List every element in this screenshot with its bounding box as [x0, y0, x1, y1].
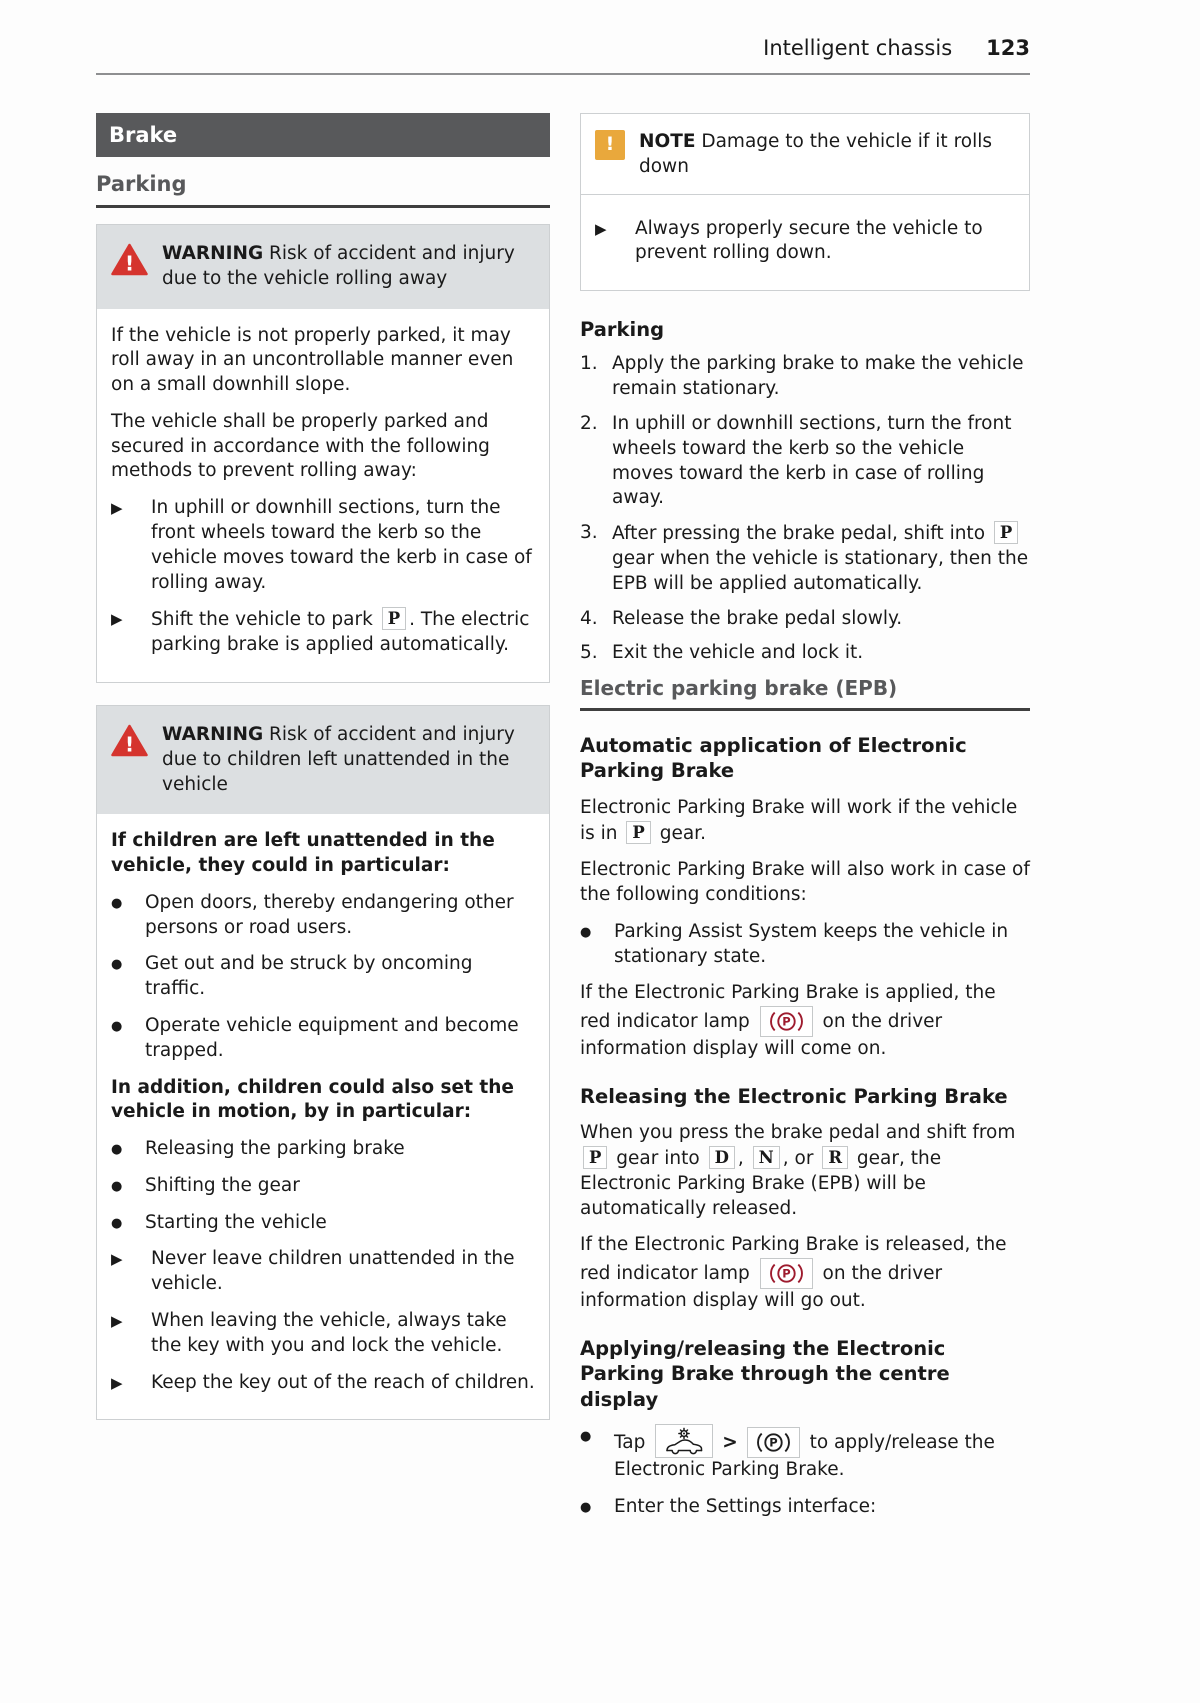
- warning-triangle-icon: [111, 724, 148, 757]
- warning-header: [97, 706, 549, 814]
- list-item: [580, 1424, 1030, 1483]
- warning-triangle-icon: [111, 243, 148, 276]
- svg-text:P: P: [781, 1014, 791, 1029]
- chapter-title-bar: Brake: [96, 113, 550, 157]
- section-title-parking: Parking: [96, 172, 550, 208]
- left-column: [96, 113, 550, 1532]
- arrow-bullet-icon: ▶: [595, 219, 607, 238]
- text-segment: gear, the Electronic Parking Brake (EPB) will be automatically released.: [580, 1148, 942, 1219]
- step-number: 1.: [580, 353, 598, 375]
- epb-indicator-lamp-icon: [760, 1258, 813, 1289]
- list-item-text: Get out and be struck by oncoming traffic.: [145, 953, 473, 1000]
- text-segment: gear into: [610, 1148, 706, 1170]
- step-text: Release the brake pedal slowly.: [612, 607, 903, 629]
- list-item-text: Shifting the gear: [145, 1174, 300, 1196]
- text-segment: After pressing the brake pedal, shift into: [612, 523, 991, 545]
- list-item: [111, 952, 535, 1002]
- dot-bullet-icon: ●: [111, 957, 123, 973]
- step-text: In uphill or downhill sections, turn the front wheels toward the kerb so the vehicle moves toward the kerb in case of rolling away.: [612, 413, 1012, 509]
- numbered-step: [580, 352, 1030, 402]
- dot-bullet-icon: ●: [111, 1142, 123, 1158]
- note-label: NOTE: [639, 131, 696, 152]
- note-header: [581, 114, 1029, 195]
- warning-triangle-icon: [111, 724, 148, 797]
- numbered-step: [580, 412, 1030, 511]
- heading-epb-centre-display: Applying/releasing the Electronic Parking Brake through the centre display: [580, 1337, 950, 1411]
- instruction-item: [111, 607, 535, 658]
- heading-parking: Parking: [580, 318, 665, 342]
- gear-p-badge: P: [583, 1146, 607, 1169]
- dot-bullet-icon: ●: [111, 1215, 123, 1231]
- warning-body: [97, 814, 549, 1419]
- note-title: [639, 130, 1015, 180]
- epb-button-icon: [747, 1427, 800, 1458]
- instruction-item: [111, 1309, 535, 1359]
- right-column: [580, 113, 1030, 1532]
- warning-triangle-icon: [111, 243, 148, 292]
- arrow-bullet-icon: ▶: [111, 499, 123, 518]
- warning-title: [162, 723, 535, 797]
- warning-header: [97, 225, 549, 309]
- instruction-text: Never leave children unattended in the vehicle.: [151, 1248, 515, 1295]
- gear-p-badge: P: [994, 521, 1018, 544]
- paragraph: [580, 1233, 1030, 1314]
- instruction-item: [111, 496, 535, 595]
- warning-title: [162, 242, 535, 292]
- text-segment: If the Electronic Parking Brake is released, the red indicator lamp: [580, 1234, 1007, 1285]
- list-item-text: Enter the Settings interface:: [614, 1495, 877, 1517]
- instruction-item: [111, 1247, 535, 1297]
- epb-indicator-lamp-icon: [760, 1006, 813, 1037]
- warning-body: [97, 309, 549, 682]
- page-number: 123: [986, 36, 1030, 60]
- instruction-text: In uphill or downhill sections, turn the front wheels toward the kerb so the vehicle moves toward the kerb in case of rolling away.: [151, 497, 532, 593]
- text-segment: gear when the vehicle is stationary, then the EPB will be applied automatically.: [612, 547, 1029, 594]
- list-item-text: Open doors, thereby endangering other persons or road users.: [145, 891, 514, 938]
- text-segment: Shift the vehicle to park: [151, 609, 379, 631]
- vehicle-settings-icon: [655, 1424, 713, 1458]
- note-title-text: Damage to the vehicle if it rolls down: [639, 131, 993, 177]
- list-item: [111, 1174, 535, 1199]
- dot-bullet-icon: ●: [580, 1499, 592, 1515]
- instruction-text: [151, 607, 535, 658]
- svg-text:P: P: [781, 1266, 791, 1281]
- list-item-text: Releasing the parking brake: [145, 1138, 405, 1160]
- running-header-title: Intelligent chassis: [763, 36, 953, 60]
- step-text: Exit the vehicle and lock it.: [612, 642, 864, 664]
- instruction-item: [111, 1371, 535, 1396]
- bold-intro: If children are left unattended in the vehicle, they could in particular:: [111, 830, 495, 877]
- epb-indicator-lamp-icon: [768, 1009, 805, 1034]
- bold-intro: In addition, children could also set the vehicle in motion, by in particular:: [111, 1076, 514, 1123]
- paragraph: Electronic Parking Brake will also work in case of the following conditions:: [580, 859, 1030, 906]
- list-item: [111, 1137, 535, 1162]
- step-text: [612, 521, 1030, 596]
- arrow-bullet-icon: ▶: [111, 610, 123, 629]
- text-segment: When you press the brake pedal and shift from: [580, 1122, 1016, 1144]
- warning-label: WARNING: [162, 723, 264, 745]
- text-segment: . The electric parking brake is applied automatically.: [151, 609, 530, 656]
- paragraph: The vehicle shall be properly parked and secured in accordance with the following methods to prevent rolling away:: [111, 410, 490, 482]
- heading-epb-release: Releasing the Electronic Parking Brake: [580, 1085, 1008, 1108]
- list-item: [111, 1014, 535, 1064]
- heading-epb-auto: Automatic application of Electronic Parking Brake: [580, 734, 967, 783]
- gear-p-badge: P: [626, 821, 650, 844]
- instruction-text: Always properly secure the vehicle to prevent rolling down.: [635, 217, 983, 264]
- chevron-separator: >: [722, 1432, 738, 1454]
- list-item: [580, 1495, 1030, 1520]
- note-body: [581, 195, 1029, 291]
- gear-n-badge: N: [753, 1146, 780, 1169]
- text-segment: Electronic Parking Brake will work if the vehicle is in: [580, 796, 1018, 844]
- page-header: [96, 36, 1030, 75]
- epb-button-icon: [755, 1430, 792, 1455]
- note-box-rolling-down: [580, 113, 1030, 291]
- arrow-bullet-icon: ▶: [111, 1250, 123, 1269]
- list-item: [580, 920, 1030, 970]
- dot-bullet-icon: ●: [111, 895, 123, 911]
- instruction-text: Keep the key out of the reach of children.: [151, 1371, 535, 1393]
- warning-label: WARNING: [162, 243, 264, 264]
- gear-p-badge: P: [382, 607, 406, 630]
- list-item-text: Parking Assist System keeps the vehicle in stationary state.: [614, 920, 1009, 967]
- step-number: 3.: [580, 522, 598, 544]
- dot-bullet-icon: ●: [111, 1178, 123, 1194]
- text-segment: If the Electronic Parking Brake is applied, the red indicator lamp: [580, 982, 996, 1033]
- text-segment: ,: [737, 1148, 750, 1170]
- gear-r-badge: R: [822, 1146, 848, 1169]
- step-text: Apply the parking brake to make the vehicle remain stationary.: [612, 353, 1024, 400]
- text-segment: gear.: [653, 822, 706, 844]
- list-item: [111, 1211, 535, 1236]
- warning-box-rolling-away: [96, 224, 550, 683]
- dot-bullet-icon: ●: [111, 1018, 123, 1034]
- list-item-text: Operate vehicle equipment and become trapped.: [145, 1014, 519, 1061]
- text-segment: to apply/release the Electronic Parking Brake.: [614, 1432, 995, 1481]
- svg-text:!: !: [124, 732, 135, 757]
- warning-title-text: Risk of accident and injury due to children left unattended in the vehicle: [162, 723, 515, 795]
- epb-indicator-lamp-icon: [768, 1261, 805, 1286]
- step-number: 2.: [580, 413, 598, 435]
- vehicle-settings-icon: [663, 1427, 705, 1455]
- text-segment: , or: [782, 1148, 820, 1170]
- instruction-item: [595, 217, 1015, 267]
- section-title-epb: Electric parking brake (EPB): [580, 676, 1030, 711]
- arrow-bullet-icon: ▶: [111, 1312, 123, 1330]
- dot-bullet-icon: ●: [580, 1429, 592, 1445]
- text-segment: on the driver information display will go out.: [580, 1263, 943, 1312]
- paragraph: If the vehicle is not properly parked, it may roll away in an uncontrollable manner even on a small downhill slope.: [111, 324, 514, 396]
- note-exclamation-icon: !: [595, 130, 625, 160]
- svg-text:P: P: [769, 1435, 778, 1450]
- warning-box-children: [96, 705, 550, 1420]
- list-item-text: [614, 1424, 1030, 1483]
- text-segment: on the driver information display will come on.: [580, 1011, 943, 1060]
- instruction-text: When leaving the vehicle, always take the key with you and lock the vehicle.: [151, 1310, 507, 1356]
- paragraph: [580, 1121, 1030, 1221]
- list-item: [111, 891, 535, 941]
- numbered-step: [580, 641, 1030, 666]
- arrow-bullet-icon: ▶: [111, 1373, 123, 1392]
- content-columns: [96, 113, 1030, 1532]
- text-segment: Tap: [614, 1432, 652, 1454]
- step-number: 5.: [580, 642, 598, 664]
- numbered-step: [580, 521, 1030, 596]
- numbered-step: [580, 607, 1030, 632]
- warning-title-text: Risk of accident and injury due to the vehicle rolling away: [162, 243, 515, 289]
- dot-bullet-icon: ●: [580, 924, 592, 940]
- step-number: 4.: [580, 607, 598, 629]
- gear-d-badge: D: [709, 1146, 735, 1169]
- list-item-text: Starting the vehicle: [145, 1211, 327, 1233]
- paragraph: [580, 796, 1030, 847]
- svg-text:!: !: [124, 251, 135, 276]
- paragraph: [580, 981, 1030, 1062]
